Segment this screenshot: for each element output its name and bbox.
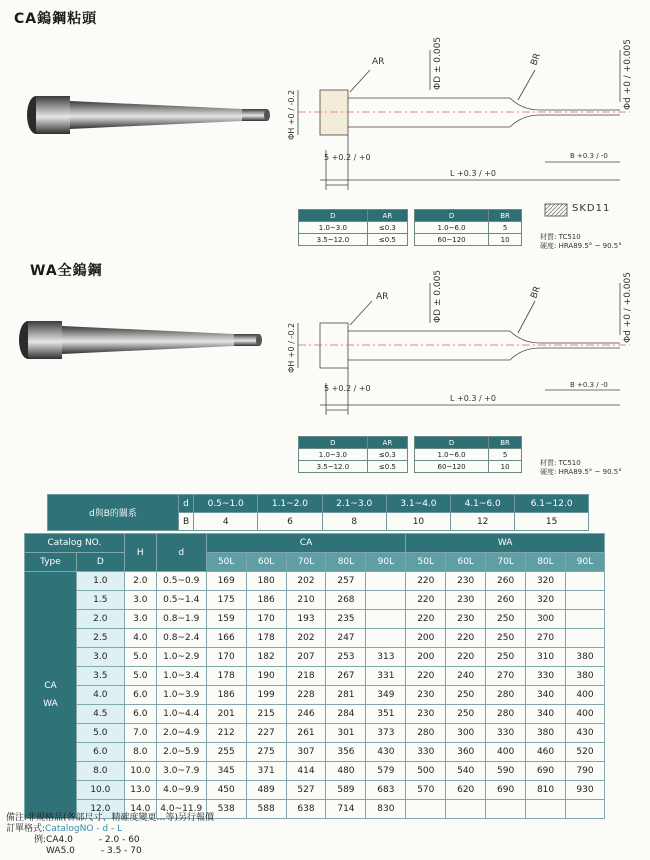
wa-five-label: 5 +0.2 / +0 xyxy=(324,384,371,393)
cell-D: 10.0 xyxy=(76,781,124,800)
cell-ca-price: 246 xyxy=(286,705,326,724)
table-row xyxy=(25,762,605,781)
catalog-price-table xyxy=(24,533,605,819)
wa-l-label: L +0.3 / +0 xyxy=(450,394,496,403)
cell-ca-price: 170 xyxy=(206,648,246,667)
wa-length-header: 80L xyxy=(526,553,566,572)
cell-D: 1.5 xyxy=(76,591,124,610)
cell-wa-price: 260 xyxy=(486,572,526,591)
cell-H: 13.0 xyxy=(124,781,156,800)
catalog-no-header: Catalog NO. xyxy=(25,534,125,553)
cell-d: 4.0~9.9 xyxy=(156,781,206,800)
ca-note-hardness: 硬度: HRA89.5° ~ 90.5° xyxy=(540,242,622,250)
ca-length-header: 80L xyxy=(326,553,366,572)
cell-ca-price: 186 xyxy=(246,591,286,610)
cell-ca-price: 371 xyxy=(246,762,286,781)
cell-ca-price: 830 xyxy=(366,800,406,819)
table-row xyxy=(25,591,605,610)
cell-ca-price: 261 xyxy=(286,724,326,743)
cell-ca-price: 356 xyxy=(326,743,366,762)
footer-remark: 備注:非規格品(各部尺寸、精確度變更…等)另行報價 xyxy=(6,813,215,823)
cell-D: 5.0 xyxy=(76,724,124,743)
cell-ca-price: 349 xyxy=(366,686,406,705)
cell-wa-price: 250 xyxy=(486,610,526,629)
cell-wa-price: 280 xyxy=(486,686,526,705)
cell-H: 14.0 xyxy=(124,800,156,819)
cell-wa-price: 280 xyxy=(406,724,446,743)
cell-wa-price: 250 xyxy=(446,705,486,724)
cell-H: 5.0 xyxy=(124,667,156,686)
ca-length-header: 90L xyxy=(366,553,406,572)
d-header: d xyxy=(156,534,206,572)
cell-wa-price: 590 xyxy=(486,762,526,781)
cell-wa-price: 220 xyxy=(406,667,446,686)
cell-ca-price: 255 xyxy=(206,743,246,762)
cell-D: 2.0 xyxy=(76,610,124,629)
cell-ca-price: 284 xyxy=(326,705,366,724)
cell-wa-price: 400 xyxy=(486,743,526,762)
cell-D: 3.5 xyxy=(76,667,124,686)
cell-ca-price: 683 xyxy=(366,781,406,800)
cell-wa-price: 340 xyxy=(526,705,566,724)
cell-ca-price: 169 xyxy=(206,572,246,591)
table-row xyxy=(25,724,605,743)
cell-wa-price: 260 xyxy=(486,591,526,610)
example-label: 例: xyxy=(34,835,47,845)
cell-wa-price: 230 xyxy=(446,591,486,610)
d-b-relation-table: d與B的關系 d 0.5~1.0 1.1~2.0 2.1~3.0 3.1~4.0 4.1~6.0 6.1~12.0 B 4 6 8 10 12 15 xyxy=(47,494,589,531)
cell-ca-price: 588 xyxy=(246,800,286,819)
cell-d: 1.0~3.4 xyxy=(156,667,206,686)
cell-wa-price: 240 xyxy=(446,667,486,686)
cell-ca-price: 190 xyxy=(246,667,286,686)
cell-D: 12.0 xyxy=(76,800,124,819)
type-wa-label: WA xyxy=(43,699,58,709)
cell-wa-price: 220 xyxy=(406,610,446,629)
cell-wa-price: 220 xyxy=(446,648,486,667)
cell-wa-price: 380 xyxy=(566,667,605,686)
cell-ca-price: 307 xyxy=(286,743,326,762)
cell-D: 6.0 xyxy=(76,743,124,762)
cell-ca-price: 166 xyxy=(206,629,246,648)
ca-ar-table: D AR 1.0~3.0 ≤0.3 3.5~12.0 ≤0.5 xyxy=(298,209,408,246)
cell-ca-price: 215 xyxy=(246,705,286,724)
cell-wa-price: 380 xyxy=(566,648,605,667)
cell-wa-price: 230 xyxy=(446,610,486,629)
cell-ca-price: 268 xyxy=(326,591,366,610)
table-row xyxy=(25,781,605,800)
cell-ca-price: 178 xyxy=(206,667,246,686)
cell-D: 2.5 xyxy=(76,629,124,648)
cell-ca-price: 218 xyxy=(286,667,326,686)
ca-d-small-label: Φd +0 / +0.005 xyxy=(623,39,633,110)
ca-five-label: 5 +0.2 / +0 xyxy=(324,153,371,162)
wa-length-header: 50L xyxy=(406,553,446,572)
table-row xyxy=(25,686,605,705)
wa-br-label: BR xyxy=(529,284,544,301)
cell-d: 1.0~2.9 xyxy=(156,648,206,667)
wa-br-table: D BR 1.0~6.0 5 60~120 10 xyxy=(414,436,522,473)
cell-ca-price: 527 xyxy=(286,781,326,800)
cell-ca-price: 207 xyxy=(286,648,326,667)
cell-wa-price: 340 xyxy=(526,686,566,705)
cell-ca-price: 186 xyxy=(206,686,246,705)
table-row xyxy=(25,667,605,686)
ca-length-header: 60L xyxy=(246,553,286,572)
wa-section-title: WA全鎢鋼 xyxy=(30,263,103,279)
cell-H: 7.0 xyxy=(124,724,156,743)
cell-ca-price: 450 xyxy=(206,781,246,800)
cell-wa-price: 430 xyxy=(566,724,605,743)
cell-ca-price: 331 xyxy=(366,667,406,686)
cell-wa-price: 230 xyxy=(406,705,446,724)
cell-wa-price: 270 xyxy=(526,629,566,648)
cell-wa-price: 200 xyxy=(406,629,446,648)
cell-wa-price: 250 xyxy=(446,686,486,705)
cell-ca-price: 182 xyxy=(246,648,286,667)
cell-ca-price: 714 xyxy=(326,800,366,819)
cell-wa-price: 330 xyxy=(486,724,526,743)
cell-wa-price: 810 xyxy=(526,781,566,800)
table-row xyxy=(25,572,605,591)
cell-d: 0.8~1.9 xyxy=(156,610,206,629)
material-label: SKD11 xyxy=(572,203,611,214)
D-header: D xyxy=(76,553,124,572)
cell-wa-price: 520 xyxy=(566,743,605,762)
cell-ca-price: 193 xyxy=(286,610,326,629)
cell-ca-price: 180 xyxy=(246,572,286,591)
cell-ca-price: 170 xyxy=(246,610,286,629)
cell-D: 3.0 xyxy=(76,648,124,667)
cell-wa-price: 500 xyxy=(406,762,446,781)
h-header: H xyxy=(124,534,156,572)
cell-wa-price: 300 xyxy=(526,610,566,629)
cell-H: 2.0 xyxy=(124,572,156,591)
cell-ca-price: 228 xyxy=(286,686,326,705)
cell-D: 8.0 xyxy=(76,762,124,781)
cell-wa-price: 220 xyxy=(406,591,446,610)
cell-wa-price: 330 xyxy=(406,743,446,762)
cell-ca-price: 480 xyxy=(326,762,366,781)
wa-pin-photo xyxy=(14,310,269,370)
cell-ca-price: 159 xyxy=(206,610,246,629)
ca-ar-label: AR xyxy=(372,57,385,67)
cell-wa-price xyxy=(566,572,605,591)
cell-wa-price: 380 xyxy=(526,724,566,743)
cell-wa-price: 200 xyxy=(406,648,446,667)
cell-ca-price: 210 xyxy=(286,591,326,610)
ca-header: CA xyxy=(206,534,406,553)
table-row xyxy=(25,610,605,629)
cell-ca-price: 199 xyxy=(246,686,286,705)
cell-ca-price: 247 xyxy=(326,629,366,648)
ca-d-main-label: ΦD ± 0.005 xyxy=(433,36,443,90)
cell-wa-price: 330 xyxy=(526,667,566,686)
type-ca-label: CA xyxy=(44,681,57,691)
relation-row-header: d與B的關系 xyxy=(48,495,179,531)
cell-wa-price: 460 xyxy=(526,743,566,762)
cell-wa-price: 220 xyxy=(446,629,486,648)
wa-ar-table: D AR 1.0~3.0 ≤0.3 3.5~12.0 ≤0.5 xyxy=(298,436,408,473)
cell-ca-price: 538 xyxy=(206,800,246,819)
example2-values: - 3.5 - 70 xyxy=(100,846,142,856)
cell-ca-price: 275 xyxy=(246,743,286,762)
cell-H: 6.0 xyxy=(124,705,156,724)
wa-d-main-label: ΦD ± 0.005 xyxy=(433,269,443,323)
cell-wa-price: 620 xyxy=(446,781,486,800)
cell-ca-price xyxy=(366,610,406,629)
cell-H: 10.0 xyxy=(124,762,156,781)
cell-D: 4.0 xyxy=(76,686,124,705)
cell-wa-price: 280 xyxy=(486,705,526,724)
cell-wa-price: 230 xyxy=(446,572,486,591)
cell-wa-price: 690 xyxy=(486,781,526,800)
material-hatch-swatch xyxy=(544,203,568,217)
cell-wa-price: 250 xyxy=(486,629,526,648)
wa-h-label: ΦH +0 / -0.2 xyxy=(287,322,296,373)
cell-ca-price: 202 xyxy=(286,629,326,648)
cell-wa-price: 320 xyxy=(526,591,566,610)
cell-wa-price xyxy=(566,629,605,648)
cell-ca-price xyxy=(366,629,406,648)
cell-wa-price: 250 xyxy=(486,648,526,667)
cell-H: 8.0 xyxy=(124,743,156,762)
cell-ca-price xyxy=(366,591,406,610)
cell-ca-price: 175 xyxy=(206,591,246,610)
cell-wa-price xyxy=(566,610,605,629)
cell-wa-price: 310 xyxy=(526,648,566,667)
cell-wa-price xyxy=(566,591,605,610)
ca-technical-drawing xyxy=(287,30,640,200)
cell-ca-price xyxy=(366,572,406,591)
cell-H: 6.0 xyxy=(124,686,156,705)
cell-ca-price: 351 xyxy=(366,705,406,724)
cell-wa-price: 300 xyxy=(446,724,486,743)
cell-H: 3.0 xyxy=(124,610,156,629)
wa-technical-drawing xyxy=(287,265,640,425)
ca-length-header: 50L xyxy=(206,553,246,572)
wa-b-label: B +0.3 / -0 xyxy=(570,381,608,389)
cell-d: 4.0~11.9 xyxy=(156,800,206,819)
cell-d: 0.5~0.9 xyxy=(156,572,206,591)
cell-H: 4.0 xyxy=(124,629,156,648)
ca-b-label: B +0.3 / -0 xyxy=(570,152,608,160)
cell-ca-price: 373 xyxy=(366,724,406,743)
cell-ca-price: 212 xyxy=(206,724,246,743)
cell-ca-price: 281 xyxy=(326,686,366,705)
cell-wa-price: 320 xyxy=(526,572,566,591)
cell-ca-price: 202 xyxy=(286,572,326,591)
cell-wa-price: 230 xyxy=(406,686,446,705)
ca-pin-photo xyxy=(22,85,277,145)
cell-H: 3.0 xyxy=(124,591,156,610)
table-row xyxy=(25,705,605,724)
cell-d: 1.0~4.4 xyxy=(156,705,206,724)
cell-H: 5.0 xyxy=(124,648,156,667)
cell-d: 2.0~5.9 xyxy=(156,743,206,762)
cell-ca-price: 235 xyxy=(326,610,366,629)
cell-wa-price: 270 xyxy=(486,667,526,686)
cell-ca-price: 267 xyxy=(326,667,366,686)
cell-wa-price: 400 xyxy=(566,686,605,705)
wa-ar-label: AR xyxy=(376,292,389,302)
wa-note-material: 材質: TC510 xyxy=(540,459,581,467)
wa-note-hardness: 硬度: HRA89.5° ~ 90.5° xyxy=(540,468,622,476)
wa-d-small-label: Φd +0 / +0.005 xyxy=(623,272,633,343)
cell-ca-price: 345 xyxy=(206,762,246,781)
cell-ca-price: 414 xyxy=(286,762,326,781)
cell-ca-price: 313 xyxy=(366,648,406,667)
cell-wa-price: 690 xyxy=(526,762,566,781)
example1-code: CA4.0 xyxy=(46,835,73,845)
cell-ca-price: 227 xyxy=(246,724,286,743)
ca-l-label: L +0.3 / +0 xyxy=(450,169,496,178)
footer-notes xyxy=(6,813,646,857)
example1-values: - 2.0 - 60 xyxy=(98,835,140,845)
order-format: CatalogNO - d - L xyxy=(45,824,123,834)
wa-length-header: 90L xyxy=(566,553,605,572)
table-row xyxy=(25,743,605,762)
cell-wa-price: 220 xyxy=(406,572,446,591)
cell-ca-price: 201 xyxy=(206,705,246,724)
cell-wa-price: 360 xyxy=(446,743,486,762)
ca-h-label: ΦH +0 / -0.2 xyxy=(287,89,296,140)
type-cell xyxy=(25,572,77,819)
ca-br-label: BR xyxy=(529,51,544,68)
cell-d: 0.8~2.4 xyxy=(156,629,206,648)
cell-wa-price: 570 xyxy=(406,781,446,800)
table-row xyxy=(25,629,605,648)
ca-length-header: 70L xyxy=(286,553,326,572)
type-header: Type xyxy=(25,553,77,572)
wa-length-header: 70L xyxy=(486,553,526,572)
cell-ca-price: 178 xyxy=(246,629,286,648)
wa-header: WA xyxy=(406,534,605,553)
cell-ca-price: 257 xyxy=(326,572,366,591)
cell-ca-price: 301 xyxy=(326,724,366,743)
cell-d: 3.0~7.9 xyxy=(156,762,206,781)
cell-ca-price: 579 xyxy=(366,762,406,781)
cell-wa-price: 400 xyxy=(566,705,605,724)
ca-br-table: D BR 1.0~6.0 5 60~120 10 xyxy=(414,209,522,246)
cell-D: 4.5 xyxy=(76,705,124,724)
cell-wa-price: 790 xyxy=(566,762,605,781)
cell-ca-price: 430 xyxy=(366,743,406,762)
cell-ca-price: 489 xyxy=(246,781,286,800)
cell-d: 1.0~3.9 xyxy=(156,686,206,705)
ca-note-material: 材質: TC510 xyxy=(540,233,581,241)
cell-wa-price: 930 xyxy=(566,781,605,800)
table-row xyxy=(25,648,605,667)
cell-wa-price: 540 xyxy=(446,762,486,781)
ca-section-title: CA鎢鋼粘頭 xyxy=(14,11,98,27)
cell-ca-price: 589 xyxy=(326,781,366,800)
order-label: 訂單格式: xyxy=(6,824,46,834)
cell-d: 0.5~1.4 xyxy=(156,591,206,610)
wa-length-header: 60L xyxy=(446,553,486,572)
example2-code: WA5.0 xyxy=(46,846,75,856)
cell-ca-price: 253 xyxy=(326,648,366,667)
cell-D: 1.0 xyxy=(76,572,124,591)
cell-ca-price: 638 xyxy=(286,800,326,819)
cell-d: 2.0~4.9 xyxy=(156,724,206,743)
